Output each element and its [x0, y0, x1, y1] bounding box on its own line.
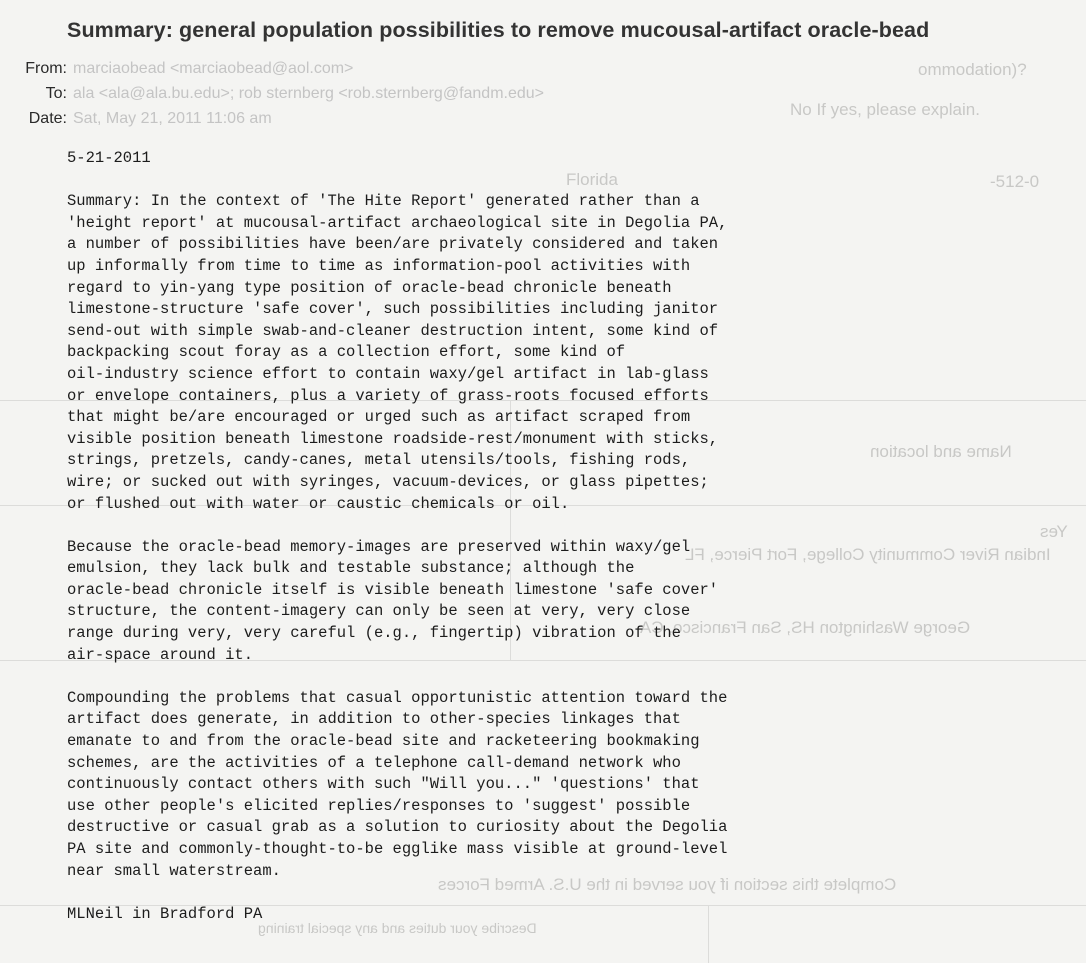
date-value: Sat, May 21, 2011 11:06 am: [73, 110, 272, 127]
bleed-yes-1: Yes: [1040, 522, 1068, 541]
bleed-college: Indian River Community College, Fort Pierce, FL: [685, 545, 1051, 564]
from-value: marciaobead <marciaobead@aol.com>: [73, 60, 354, 77]
bleed-accommodation: ommodation)?: [918, 60, 1027, 79]
body-paragraph-1: Summary: In the context of 'The Hite Report' generated rather than a 'height report' at mucousal-artifact archaeological site in Degolia PA, a number of possibilities have been/are privately considered and taken up informally from time to time as information-pool activities with regard to yin-yang type position of oracle-bead chronicle beneath limestone-structure 'safe cover', such possibilities including janitor send-out with simple swab-and-cleaner destruction intent, some kind of backpacking scout foray as a collection effort, some kind of oil-industry science effort to contain waxy/gel artifact in lab-glass or envelope containers, plus a variety of grass-roots focused efforts that might be/are encouraged or urged such as artifact scraped from visible position beneath limestone roadside-rest/monument with sticks, strings, pretzels, candy-canes, metal utensils/tools, fishing rods, wire; or sucked out with syringes, vacuum-devices, or glass pipettes; or flushed out with water or caustic chemicals or oil.: [67, 192, 728, 513]
bleed-name-location: Name and location: [870, 442, 1012, 461]
header-from: [15, 60, 353, 78]
body-paragraph-3: Compounding the problems that casual opportunistic attention toward the artifact does generate, in addition to other-species linkages that emanate to and from the oracle-bead site and racketeering bookmaking schemes, are the activities of a telephone call-demand network who continuously contact others with such "Will you..." 'questions' that use other people's elicited replies/responses to 'suggest' possible destructive or casual grab as a solution to curiosity about the Degolia PA site and commonly-thought-to-be egglike mass visible at ground-level near small waterstream.: [67, 688, 728, 880]
bleed-no-explain: No If yes, please explain.: [790, 100, 980, 119]
bleed-number: -512-0: [990, 172, 1040, 191]
bleed-state: Florida: [566, 170, 618, 189]
bleed-high-school: George Washington HS, San Francisco, CA: [640, 618, 971, 637]
body-date-line: 5-21-2011: [67, 149, 151, 167]
bleed-duties: Describe your duties and any special training: [258, 920, 537, 936]
email-subject: Summary: general population possibilities to remove mucousal-artifact oracle-bead: [67, 18, 930, 42]
bleed-armed-forces: Complete this section if you served in the U.S. Armed Forces: [438, 875, 897, 894]
header-to: [15, 85, 544, 103]
body-signature: MLNeil in Bradford PA: [67, 904, 263, 923]
body-paragraph-2: Because the oracle-bead memory-images are preserved within waxy/gel emulsion, they lack bulk and testable substance; although the oracle-bead chronicle itself is visible beneath limestone 'safe cover' structure, the content-imagery can only be seen at very, very close range during very, very careful (e.g., fingertip) vibration of the air-space around it.: [67, 537, 719, 664]
to-label: To:: [45, 85, 67, 102]
from-label: From:: [25, 60, 67, 77]
header-date: [15, 110, 272, 128]
email-body: [67, 148, 857, 947]
date-label: Date:: [28, 110, 67, 127]
to-value: ala <ala@ala.bu.edu>; rob sternberg <rob.sternberg@fandm.edu>: [73, 85, 545, 102]
